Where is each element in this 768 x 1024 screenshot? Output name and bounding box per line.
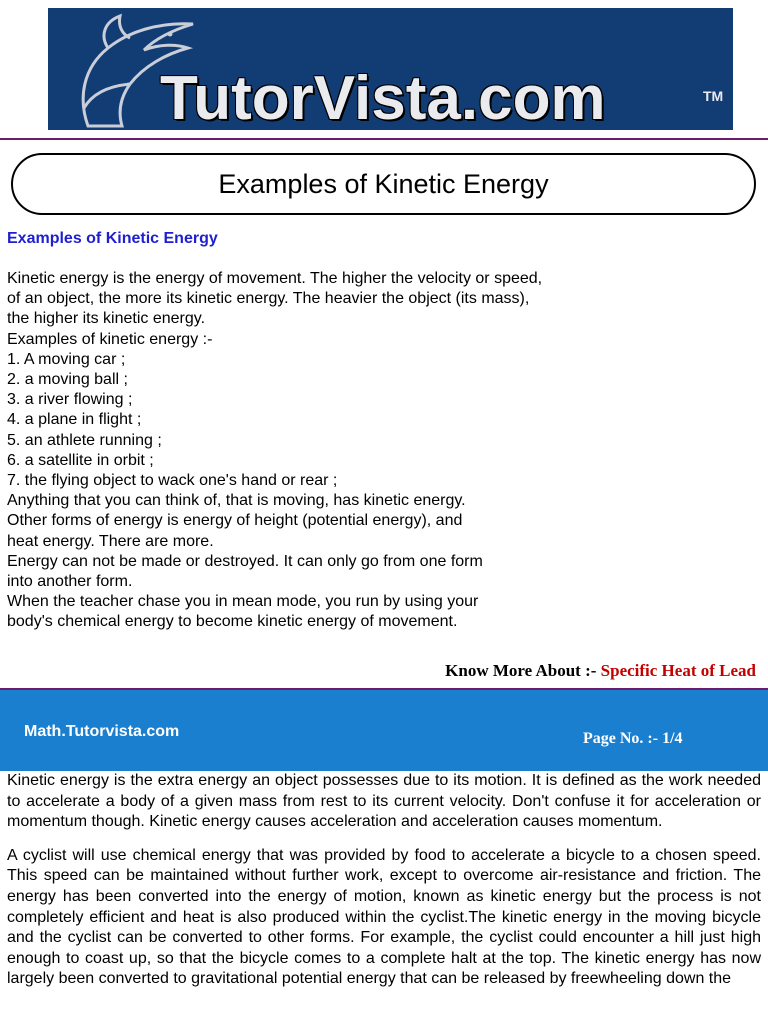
list-item: 1. A moving car ; [7, 350, 126, 368]
list-item: 6. a satellite in orbit ; [7, 451, 154, 469]
intro-text [7, 269, 647, 633]
page-footer-band [0, 688, 768, 771]
intro-line: body's chemical energy to become kinetic energy of movement. [7, 613, 458, 631]
body-text [7, 771, 761, 1003]
intro-line: heat energy. There are more. [7, 532, 214, 550]
intro-line: Energy can not be made or destroyed. It can only go from one form [7, 552, 483, 570]
list-item: 7. the flying object to wack one's hand or rear ; [7, 472, 338, 490]
list-item: 3. a river flowing ; [7, 391, 133, 409]
know-more-row [445, 661, 756, 681]
intro-line: Examples of kinetic energy :- [7, 330, 213, 348]
intro-line: the higher its kinetic energy. [7, 310, 206, 328]
know-more-label: Know More About :- [445, 661, 601, 680]
page-title: Examples of Kinetic Energy [218, 168, 549, 199]
list-item: 4. a plane in flight ; [7, 411, 142, 429]
intro-line: Other forms of energy is energy of height (potential energy), and [7, 512, 463, 530]
intro-line: of an object, the more its kinetic energy. The heavier the object (its mass), [7, 290, 530, 308]
body-paragraph: Kinetic energy is the extra energy an object possesses due to its motion. It is defined as the work needed to accelerate a body of a given mass from rest to its current velocity. Don't confuse it for acceleration or momentum though. Kinetic energy causes acceleration and acceleration causes momentum. [7, 772, 761, 831]
logo-trademark: TM [703, 88, 724, 104]
body-paragraph: A cyclist will use chemical energy that was provided by food to accelerate a bicycle to a chosen speed. This speed can be maintained without further work, except to overcome air-resistance and friction. The energy has been converted into the energy of motion, known as kinetic energy but the process is not completely efficient and heat is also produced within the cyclist.The kinetic energy in the moving bicycle and the cyclist can be converted to other forms. For example, the cyclist could encounter a hill just high enough to coast up, so that the bicycle comes to a complete halt at the top. The kinetic energy has now largely been converted to gravitational potential energy that can be released by freewheeling down the [7, 846, 761, 988]
logo-wordmark: TutorVista.com [160, 64, 606, 130]
page-title-box [11, 153, 756, 215]
intro-line: Kinetic energy is the energy of movement. The higher the velocity or speed, [7, 270, 543, 287]
intro-line: Anything that you can think of, that is moving, has kinetic energy. [7, 492, 466, 510]
footer-site-link[interactable]: Math.Tutorvista.com [24, 723, 180, 740]
know-more-link[interactable]: Specific Heat of Lead [600, 661, 756, 680]
intro-line: into another form. [7, 573, 133, 591]
list-item: 2. a moving ball ; [7, 371, 128, 389]
section-heading-link[interactable]: Examples of Kinetic Energy [7, 230, 218, 247]
intro-line: When the teacher chase you in mean mode, you run by using your [7, 593, 479, 611]
list-item: 5. an athlete running ; [7, 431, 162, 449]
tutorvista-logo[interactable] [48, 8, 733, 130]
page-number: Page No. :- 1/4 [583, 730, 683, 747]
header-divider [0, 138, 768, 140]
